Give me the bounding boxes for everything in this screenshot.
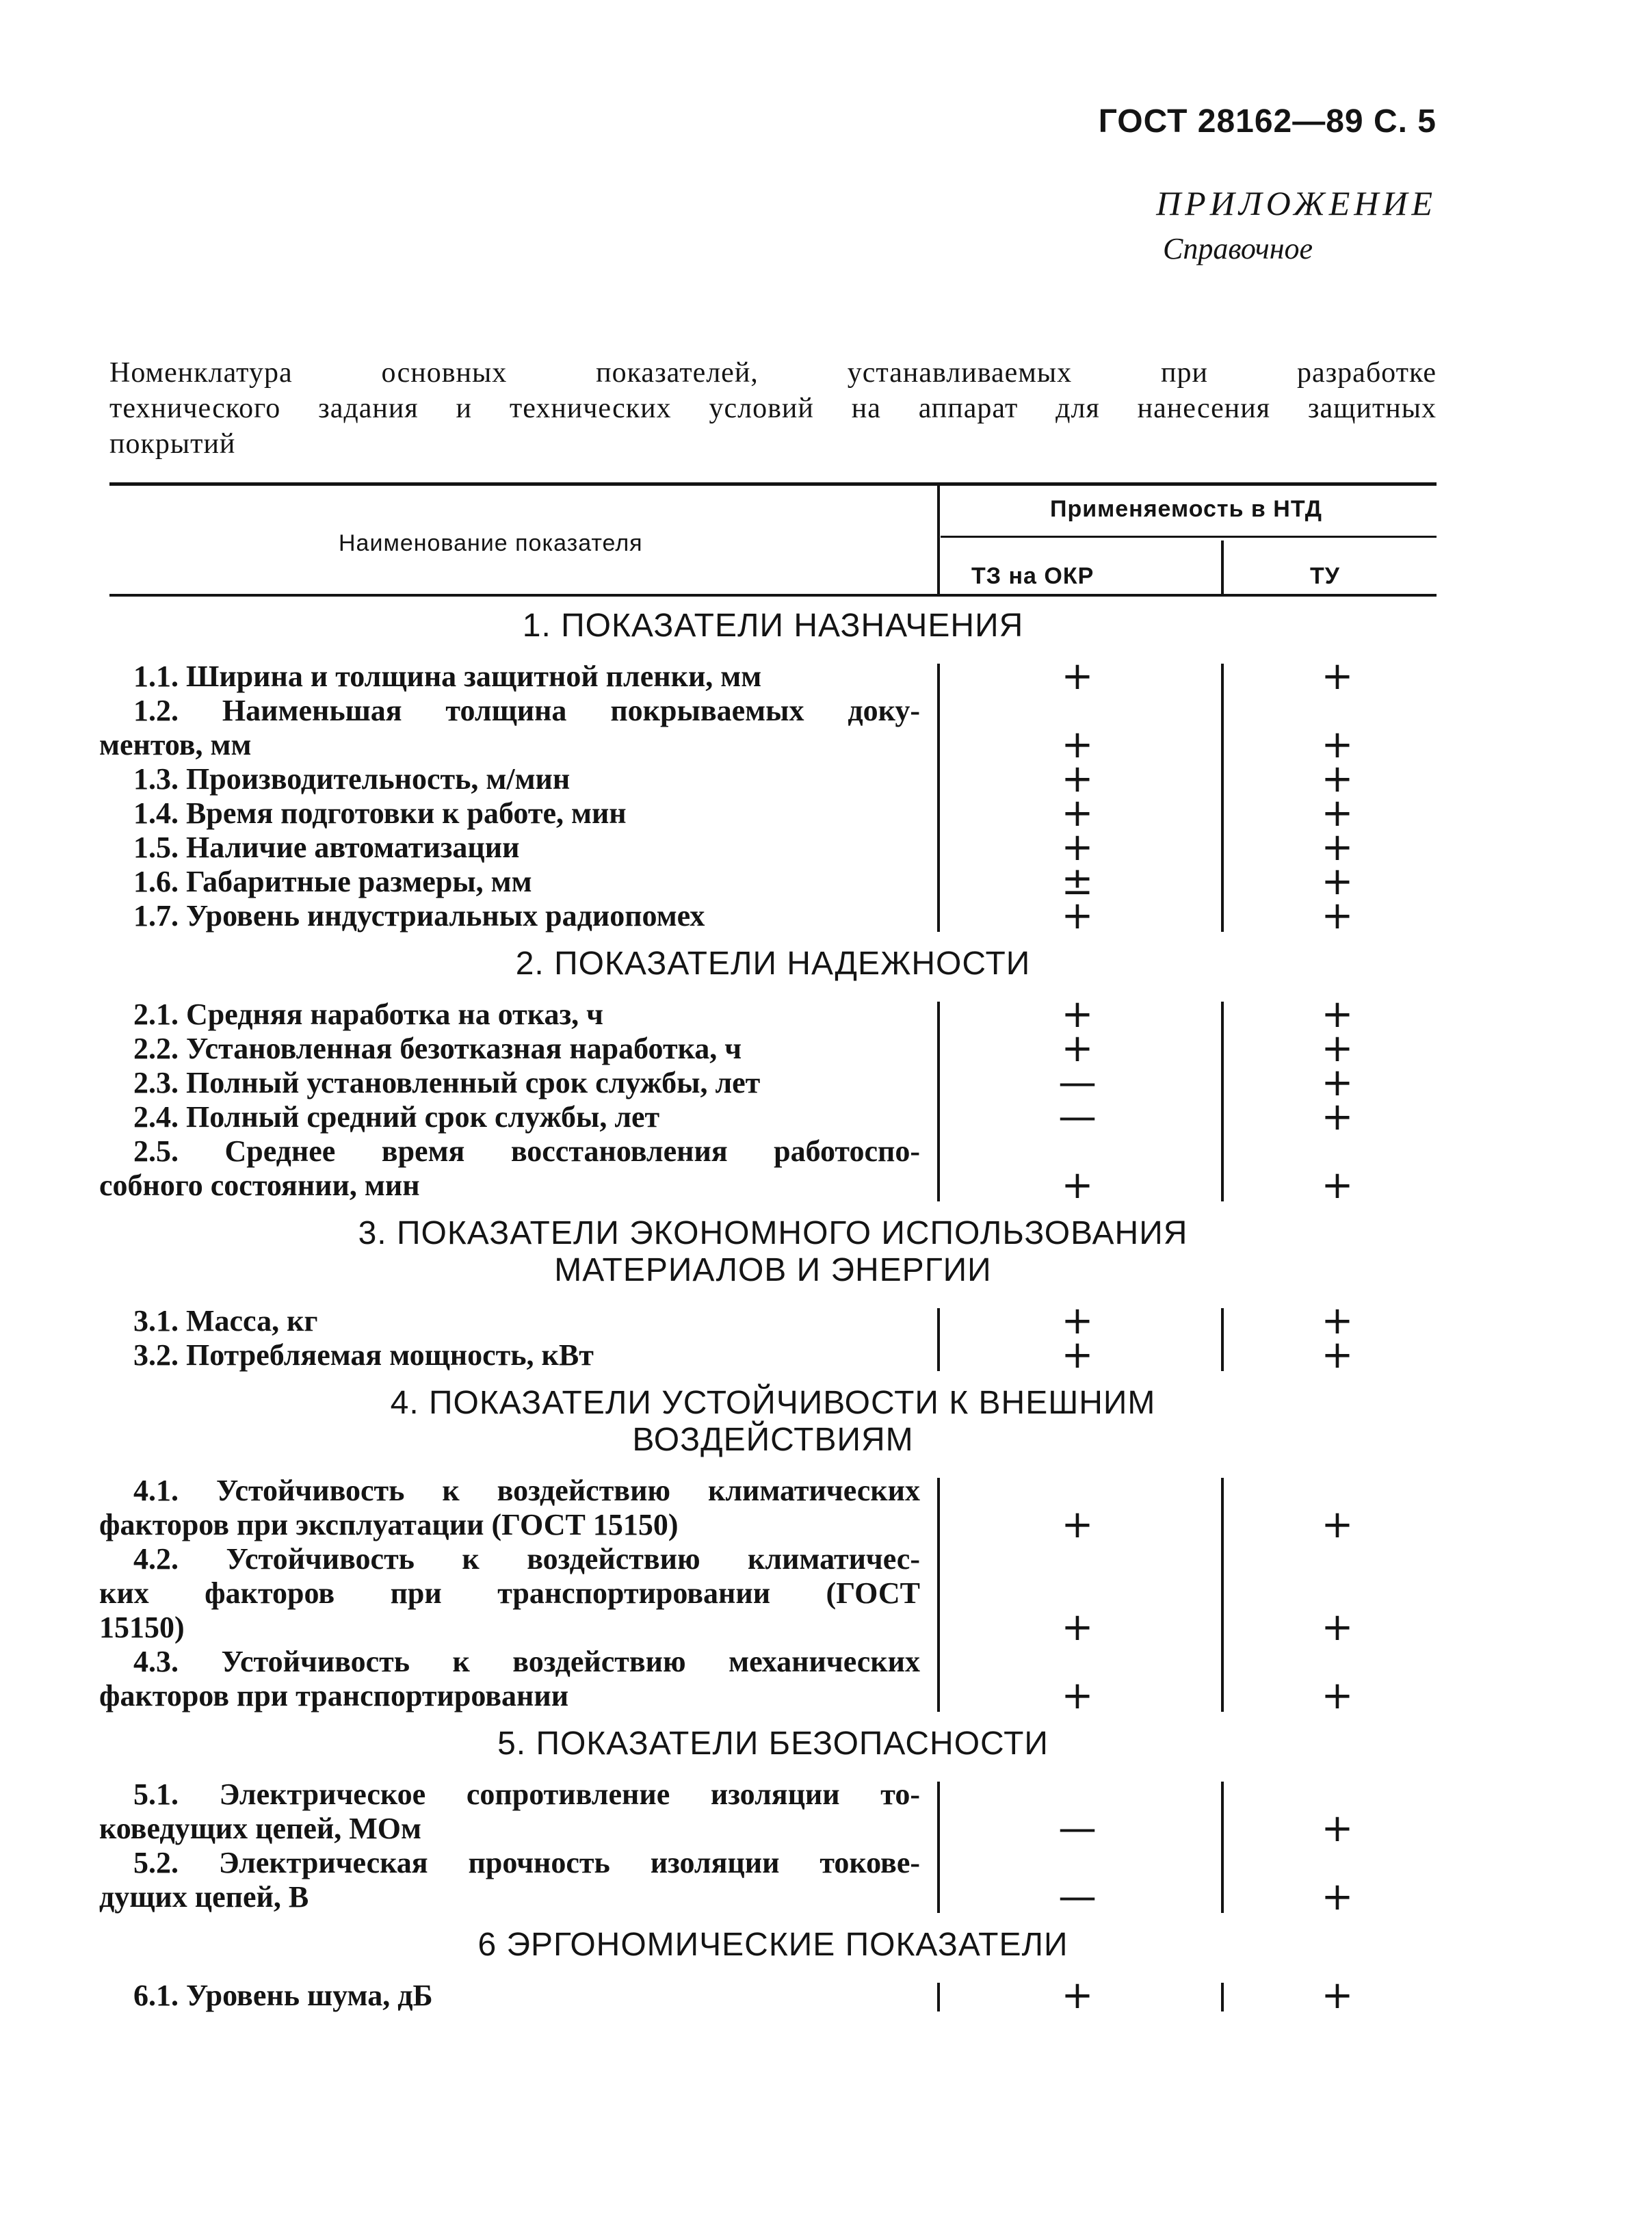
header-group-divider xyxy=(941,536,1437,538)
appendix-title: ПРИЛОЖЕНИЕ xyxy=(1156,184,1437,222)
tz-mark: — xyxy=(1058,1875,1097,1919)
tu-mark: + xyxy=(1321,791,1354,835)
tz-mark: + xyxy=(1061,1026,1094,1071)
tu-mark: + xyxy=(1321,859,1354,904)
tu-mark: + xyxy=(1321,992,1354,1037)
indicator-text: 1.1. Ширина и толщина защитной пленки, мм xyxy=(133,660,762,693)
indicator-text: 2.4. Полный средний срок службы, лет xyxy=(133,1100,660,1134)
indicator-text: 1.6. Габаритные размеры, мм xyxy=(133,865,532,898)
indicator-text: 1.4. Время подготовки к работе, мин xyxy=(133,796,627,830)
indicator-text: 1.3. Производительность, м/мин xyxy=(133,762,571,796)
tz-mark: + xyxy=(1061,894,1094,938)
indicator-text: 4.3. Устойчивость к воздействию механических xyxy=(133,1645,920,1678)
column-divider-tz xyxy=(937,1308,940,1371)
tz-mark: — xyxy=(1058,1095,1097,1139)
tu-mark: + xyxy=(1321,1026,1354,1071)
tu-mark: + xyxy=(1321,757,1354,801)
tz-mark: + xyxy=(1061,654,1094,699)
indicator-text: 3.1. Масса, кг xyxy=(133,1304,318,1338)
indicator-text: 5.1. Электрическое сопротивление изоляции то- xyxy=(133,1777,920,1811)
indicator-text: 5.2. Электрическая прочность изоляции токове- xyxy=(133,1846,920,1879)
tz-mark: + xyxy=(1061,1502,1094,1547)
tz-mark: ± xyxy=(1061,859,1094,904)
document-reference: ГОСТ 28162—89 С. 5 xyxy=(1098,103,1437,140)
indicator-text: коведущих цепей, МОм xyxy=(99,1812,421,1845)
intro-line-2: технического задания и технических условий на аппарат для нанесения защитных xyxy=(109,393,1437,424)
tu-mark: + xyxy=(1321,722,1354,767)
section-title-continued: ВОЗДЕЙСТВИЯМ xyxy=(632,1422,914,1458)
header-col-divider-left xyxy=(937,486,940,595)
tz-mark: + xyxy=(1061,1605,1094,1650)
section-title: 1. ПОКАЗАТЕЛИ НАЗНАЧЕНИЯ xyxy=(522,608,1024,644)
indicator-text: 2.1. Средняя наработка на отказ, ч xyxy=(133,998,603,1031)
section-title: 6 ЭРГОНОМИЧЕСКИЕ ПОКАЗАТЕЛИ xyxy=(477,1927,1068,1963)
intro-line-3: покрытий xyxy=(109,428,236,460)
tu-mark: + xyxy=(1321,1806,1354,1851)
column-divider-tz xyxy=(937,1782,940,1913)
tz-mark: + xyxy=(1061,1299,1094,1343)
section-title: 4. ПОКАЗАТЕЛИ УСТОЙЧИВОСТИ К ВНЕШНИМ xyxy=(390,1385,1156,1421)
column-divider-tu xyxy=(1221,1308,1224,1371)
table-header-bottom-rule xyxy=(109,594,1437,597)
column-divider-tz xyxy=(937,1478,940,1712)
tu-mark: + xyxy=(1321,654,1354,699)
column-divider-tu xyxy=(1221,1002,1224,1201)
tz-mark: — xyxy=(1058,1806,1097,1851)
tu-mark: + xyxy=(1321,1299,1354,1343)
column-divider-tz xyxy=(937,664,940,932)
indicator-text: 6.1. Уровень шума, дБ xyxy=(133,1979,433,2012)
tz-mark: + xyxy=(1061,992,1094,1037)
indicator-text: факторов при транспортировании xyxy=(99,1679,569,1712)
indicator-text: собного состоянии, мин xyxy=(99,1169,420,1202)
column-divider-tu xyxy=(1221,1478,1224,1712)
column-divider-tu xyxy=(1221,664,1224,932)
tz-mark: + xyxy=(1061,825,1094,870)
tu-mark: + xyxy=(1321,1973,1354,2018)
appendix-subtitle: Справочное xyxy=(1163,232,1313,265)
indicator-text: 3.2. Потребляемая мощность, кВт xyxy=(133,1338,594,1372)
tu-mark: + xyxy=(1321,1502,1354,1547)
tz-mark: — xyxy=(1058,1060,1097,1105)
tu-mark: + xyxy=(1321,894,1354,938)
tz-mark: + xyxy=(1061,1973,1094,2018)
column-header-tu: ТУ xyxy=(1310,563,1340,589)
indicator-text: ких факторов при транспортировании (ГОСТ xyxy=(99,1576,920,1610)
section-title: 3. ПОКАЗАТЕЛИ ЭКОНОМНОГО ИСПОЛЬЗОВАНИЯ xyxy=(358,1215,1188,1251)
indicator-text: 1.7. Уровень индустриальных радиопомех xyxy=(133,899,705,933)
indicator-text: факторов при эксплуатации (ГОСТ 15150) xyxy=(99,1508,679,1541)
indicator-text: ментов, мм xyxy=(99,728,252,761)
section-title: 2. ПОКАЗАТЕЛИ НАДЕЖНОСТИ xyxy=(515,946,1031,982)
indicator-text: дущих цепей, В xyxy=(99,1880,309,1914)
indicator-text: 4.1. Устойчивость к воздействию климатических xyxy=(133,1474,920,1507)
indicator-text: 15150) xyxy=(99,1611,185,1644)
intro-line-1: Номенклатура основных показателей, устанавливаемых при разработке xyxy=(109,357,1437,389)
column-divider-tu xyxy=(1221,1983,1224,2011)
column-divider-tu xyxy=(1221,1782,1224,1913)
column-header-name: Наименование показателя xyxy=(339,530,643,556)
indicator-text: 2.5. Среднее время восстановления работоспо- xyxy=(133,1134,920,1168)
tz-mark: + xyxy=(1061,757,1094,801)
tu-mark: + xyxy=(1321,1163,1354,1208)
tu-mark: + xyxy=(1321,1605,1354,1650)
column-header-applicability: Применяемость в НТД xyxy=(1050,496,1322,522)
tu-mark: + xyxy=(1321,1875,1354,1919)
column-header-tz: ТЗ на ОКР xyxy=(971,563,1094,589)
tu-mark: + xyxy=(1321,1095,1354,1139)
tu-mark: + xyxy=(1321,1333,1354,1377)
tz-mark: + xyxy=(1061,722,1094,767)
indicator-text: 2.2. Установленная безотказная наработка, ч xyxy=(133,1032,742,1065)
column-divider-tz xyxy=(937,1002,940,1201)
section-title-continued: МАТЕРИАЛОВ И ЭНЕРГИИ xyxy=(554,1252,992,1288)
tz-mark: + xyxy=(1061,791,1094,835)
tz-mark: + xyxy=(1061,1333,1094,1377)
table-top-rule xyxy=(109,482,1437,486)
tz-mark: + xyxy=(1061,1163,1094,1208)
tu-mark: + xyxy=(1321,825,1354,870)
tu-mark: + xyxy=(1321,1060,1354,1105)
indicator-text: 4.2. Устойчивость к воздействию климатичес- xyxy=(133,1542,920,1576)
tu-mark: + xyxy=(1321,1673,1354,1718)
tz-mark: + xyxy=(1061,1673,1094,1718)
indicator-text: 2.3. Полный установленный срок службы, лет xyxy=(133,1066,761,1099)
indicator-text: 1.2. Наименьшая толщина покрываемых доку- xyxy=(133,694,920,727)
column-divider-tz xyxy=(937,1983,940,2011)
section-title: 5. ПОКАЗАТЕЛИ БЕЗОПАСНОСТИ xyxy=(497,1725,1049,1762)
header-col-divider-right xyxy=(1221,541,1224,595)
indicator-text: 1.5. Наличие автоматизации xyxy=(133,831,520,864)
